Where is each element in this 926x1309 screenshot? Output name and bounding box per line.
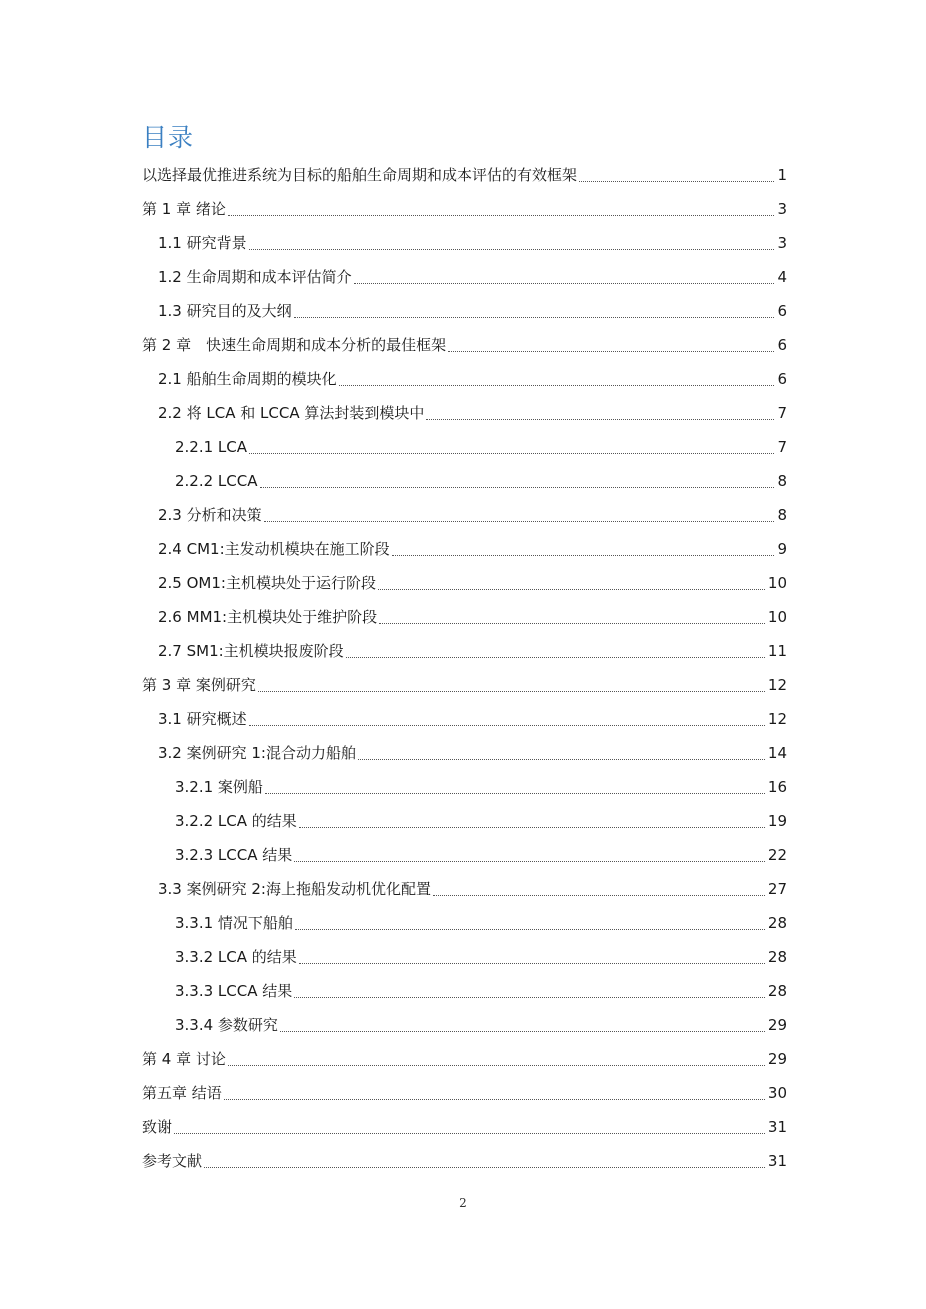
dot-leader (378, 589, 765, 590)
toc-entry[interactable] (142, 396, 787, 430)
dot-leader (354, 283, 775, 284)
toc-entry-page: 6 (777, 302, 787, 320)
dot-leader (249, 453, 774, 454)
toc-entry-title: 2.1 船舶生命周期的模块化 (158, 370, 337, 388)
toc-entry-title: 第 3 章 案例研究 (142, 676, 256, 694)
toc-entry-page: 30 (767, 1084, 787, 1102)
toc-entry-page: 3 (777, 234, 787, 252)
toc-entry-page: 10 (767, 608, 787, 626)
toc-entry-title: 3.3.1 情况下船舶 (175, 914, 293, 932)
dot-leader (392, 555, 775, 556)
toc-entry-title: 3.3.3 LCCA 结果 (175, 982, 293, 1000)
toc-entry[interactable] (142, 906, 787, 940)
toc-entry-title: 第 4 章 讨论 (142, 1050, 226, 1068)
toc-entry-title: 1.2 生命周期和成本评估简介 (158, 268, 352, 286)
toc-entry-page: 11 (767, 642, 787, 660)
toc-entry-title: 第 1 章 绪论 (142, 200, 226, 218)
toc-entry[interactable] (142, 1042, 787, 1076)
toc-entry-page: 19 (767, 812, 787, 830)
toc-entry-page: 31 (767, 1152, 787, 1170)
toc-entry-title: 以选择最优推进系统为目标的船舶生命周期和成本评估的有效框架 (142, 166, 578, 184)
dot-leader (299, 963, 765, 964)
toc-entry-page: 3 (777, 200, 787, 218)
toc-entry-title: 3.2.1 案例船 (175, 778, 263, 796)
page-number: 2 (459, 1196, 467, 1210)
dot-leader (280, 1031, 765, 1032)
toc-entry[interactable] (142, 940, 787, 974)
toc-entry-page: 16 (767, 778, 787, 796)
dot-leader (294, 861, 765, 862)
toc-entry-page: 29 (767, 1050, 787, 1068)
toc-entry[interactable] (142, 702, 787, 736)
toc-entry-title: 2.7 SM1:主机模块报废阶段 (158, 642, 344, 660)
dot-leader (174, 1133, 765, 1134)
toc-entry[interactable] (142, 1144, 787, 1178)
toc-entry[interactable] (142, 260, 787, 294)
toc-entry-page: 6 (777, 336, 787, 354)
toc-entry-title: 2.4 CM1:主发动机模块在施工阶段 (158, 540, 390, 558)
dot-leader (299, 827, 765, 828)
toc-entry[interactable] (142, 804, 787, 838)
toc-entry-title: 第五章 结语 (142, 1084, 222, 1102)
toc-entry-page: 10 (767, 574, 787, 592)
dot-leader (346, 657, 765, 658)
toc-entry[interactable] (142, 192, 787, 226)
dot-leader (258, 691, 765, 692)
dot-leader (224, 1099, 765, 1100)
toc-entry-page: 7 (777, 438, 787, 456)
dot-leader (294, 317, 775, 318)
dot-leader (260, 487, 775, 488)
toc-entry-title: 第 2 章 快速生命周期和成本分析的最佳框架 (142, 336, 447, 354)
toc-entry-page: 12 (767, 676, 787, 694)
toc-entry-page: 7 (777, 404, 787, 422)
dot-leader (265, 793, 765, 794)
toc-entry-page: 28 (767, 914, 787, 932)
dot-leader (228, 215, 775, 216)
toc-entry-page: 4 (777, 268, 787, 286)
dot-leader (204, 1167, 765, 1168)
toc-entry[interactable] (142, 1076, 787, 1110)
toc-heading: 目录 (142, 123, 195, 152)
toc-entry[interactable] (142, 158, 787, 192)
toc-entry[interactable] (142, 464, 787, 498)
dot-leader (379, 623, 765, 624)
dot-leader (448, 351, 774, 352)
toc-entry-page: 6 (777, 370, 787, 388)
toc-entry-page: 29 (767, 1016, 787, 1034)
dot-leader (294, 997, 765, 998)
toc-entry-page: 12 (767, 710, 787, 728)
toc-entry[interactable] (142, 226, 787, 260)
toc-entry-page: 27 (767, 880, 787, 898)
toc-entry[interactable] (142, 600, 787, 634)
toc-entry[interactable] (142, 430, 787, 464)
toc-entry[interactable] (142, 770, 787, 804)
toc-entry-title: 2.5 OM1:主机模块处于运行阶段 (158, 574, 376, 592)
toc-entry-title: 3.2.2 LCA 的结果 (175, 812, 297, 830)
toc-entry[interactable] (142, 838, 787, 872)
toc-list (142, 158, 787, 1178)
toc-entry-title: 参考文献 (142, 1152, 203, 1170)
dot-leader (579, 181, 774, 182)
toc-entry-page: 8 (777, 472, 787, 490)
dot-leader (358, 759, 765, 760)
toc-entry-page: 9 (777, 540, 787, 558)
toc-entry-page: 8 (777, 506, 787, 524)
toc-entry[interactable] (142, 974, 787, 1008)
toc-entry-title: 致谢 (142, 1118, 173, 1136)
toc-entry[interactable] (142, 328, 787, 362)
toc-entry[interactable] (142, 498, 787, 532)
dot-leader (339, 385, 775, 386)
toc-entry[interactable] (142, 872, 787, 906)
toc-entry[interactable] (142, 1008, 787, 1042)
toc-entry-title: 1.1 研究背景 (158, 234, 247, 252)
toc-entry[interactable] (142, 362, 787, 396)
toc-entry[interactable] (142, 634, 787, 668)
toc-entry-title: 2.3 分析和决策 (158, 506, 262, 524)
dot-leader (249, 725, 765, 726)
toc-entry[interactable] (142, 1110, 787, 1144)
toc-entry-title: 2.2.1 LCA (175, 438, 248, 456)
toc-entry-page: 22 (767, 846, 787, 864)
toc-entry[interactable] (142, 566, 787, 600)
dot-leader (433, 895, 765, 896)
dot-leader (426, 419, 774, 420)
toc-entry-title: 2.6 MM1:主机模块处于维护阶段 (158, 608, 378, 626)
toc-entry-title: 2.2.2 LCCA (175, 472, 258, 490)
toc-entry[interactable] (142, 532, 787, 566)
dot-leader (264, 521, 775, 522)
toc-entry-title: 1.3 研究目的及大纲 (158, 302, 292, 320)
toc-entry-page: 31 (767, 1118, 787, 1136)
toc-entry-title: 3.1 研究概述 (158, 710, 247, 728)
toc-entry-page: 28 (767, 948, 787, 966)
toc-entry-title: 3.3.2 LCA 的结果 (175, 948, 297, 966)
toc-entry-title: 3.2.3 LCCA 结果 (175, 846, 293, 864)
toc-entry-page: 1 (777, 166, 787, 184)
toc-entry-title: 3.3.4 参数研究 (175, 1016, 278, 1034)
toc-entry-title: 2.2 将 LCA 和 LCCA 算法封装到模块中 (158, 404, 425, 422)
toc-entry-title: 3.3 案例研究 2:海上拖船发动机优化配置 (158, 880, 431, 898)
dot-leader (295, 929, 765, 930)
toc-entry[interactable] (142, 736, 787, 770)
toc-entry[interactable] (142, 668, 787, 702)
toc-entry-page: 28 (767, 982, 787, 1000)
toc-entry-page: 14 (767, 744, 787, 762)
toc-entry[interactable] (142, 294, 787, 328)
dot-leader (249, 249, 775, 250)
dot-leader (228, 1065, 765, 1066)
toc-entry-title: 3.2 案例研究 1:混合动力船舶 (158, 744, 356, 762)
